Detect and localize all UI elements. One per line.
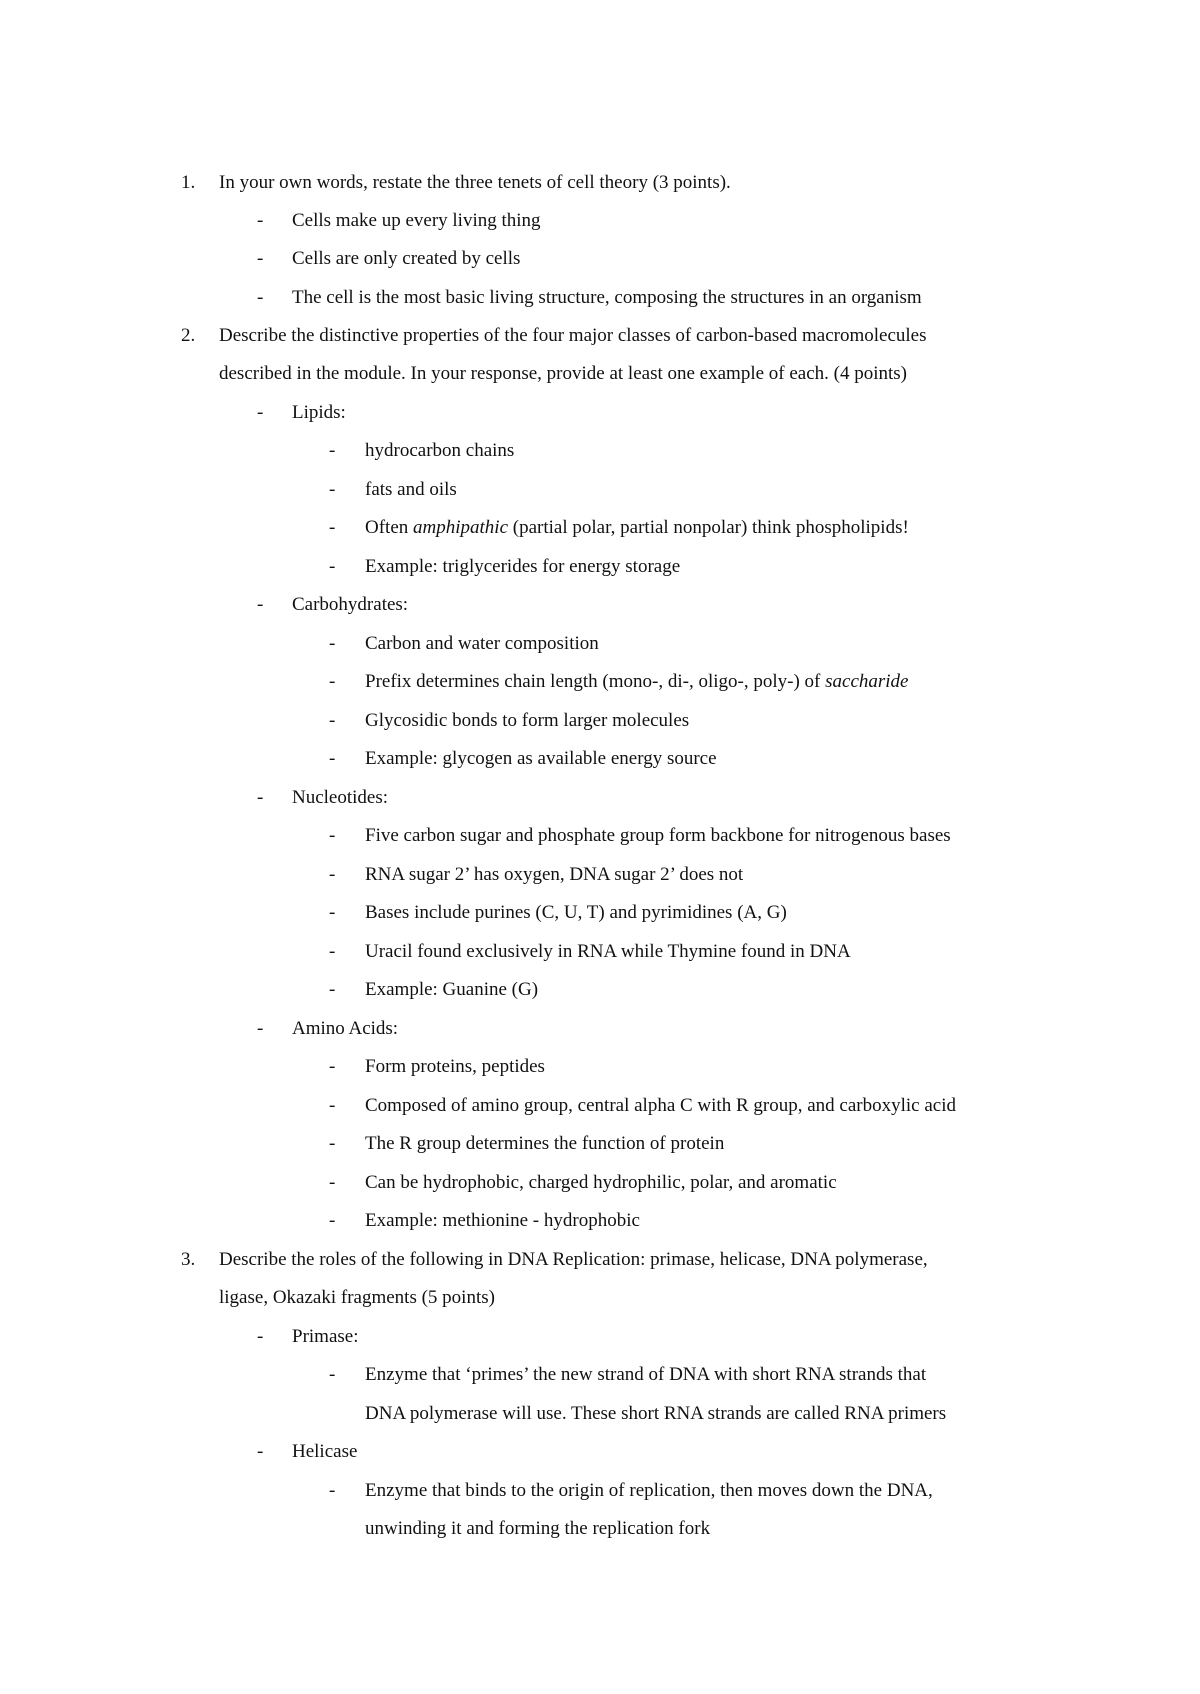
helicase-text-line2: unwinding it and forming the replication fork — [365, 1518, 711, 1539]
bullet-dash: - — [257, 594, 264, 615]
sub-bullet-dash: - — [329, 671, 336, 692]
q1-text: In your own words, restate the three tenets of cell theory (3 points). — [219, 172, 731, 193]
bullet-dash: - — [257, 1018, 264, 1039]
nucleotides-item: Bases include purines (C, U, T) and pyrimidines (A, G) — [365, 902, 787, 923]
sub-bullet-dash: - — [329, 979, 336, 1000]
text-run: Prefix determines chain length (mono-, di-, oligo-, poly-) of — [365, 671, 826, 692]
carbohydrates-item — [365, 670, 909, 694]
amino-acids-item: Form proteins, peptides — [365, 1056, 545, 1077]
sub-bullet-dash: - — [329, 864, 336, 885]
bullet-dash: - — [257, 1326, 264, 1347]
q1-number: 1. — [181, 172, 196, 193]
italic-term: amphipathic — [413, 517, 509, 538]
italic-term: saccharide — [825, 671, 909, 692]
q2-text-line2: described in the module. In your response, provide at least one example of each. (4 points) — [219, 363, 908, 384]
lipids-item: Example: triglycerides for energy storage — [365, 556, 681, 577]
sub-bullet-dash: - — [329, 1133, 336, 1154]
text-run: Often — [365, 517, 414, 538]
q1-item: Cells are only created by cells — [292, 248, 521, 269]
bullet-dash: - — [257, 248, 264, 269]
q2-text-line1: Describe the distinctive properties of the four major classes of carbon-based macromolecules — [219, 325, 927, 346]
amino-acids-item: The R group determines the function of protein — [365, 1133, 725, 1154]
lipids-heading: Lipids: — [292, 402, 346, 423]
sub-bullet-dash: - — [329, 748, 336, 769]
helicase-heading: Helicase — [292, 1441, 358, 1462]
nucleotides-item: Uracil found exclusively in RNA while Thymine found in DNA — [365, 941, 851, 962]
sub-bullet-dash: - — [329, 1210, 336, 1231]
amino-acids-item: Example: methionine - hydrophobic — [365, 1210, 640, 1231]
sub-bullet-dash: - — [329, 902, 336, 923]
sub-bullet-dash: - — [329, 440, 336, 461]
nucleotides-item: RNA sugar 2’ has oxygen, DNA sugar 2’ does not — [365, 864, 744, 885]
amino-acids-item: Composed of amino group, central alpha C with R group, and carboxylic acid — [365, 1095, 956, 1116]
q1-item: The cell is the most basic living structure, composing the structures in an organism — [292, 287, 922, 308]
lipids-item: fats and oils — [365, 479, 457, 500]
bullet-dash: - — [257, 402, 264, 423]
nucleotides-heading: Nucleotides: — [292, 787, 389, 808]
amino-acids-item: Can be hydrophobic, charged hydrophilic, polar, and aromatic — [365, 1172, 837, 1193]
sub-bullet-dash: - — [329, 1172, 336, 1193]
q3-text-line2: ligase, Okazaki fragments (5 points) — [219, 1287, 495, 1308]
sub-bullet-dash: - — [329, 479, 336, 500]
primase-text-line1: Enzyme that ‘primes’ the new strand of DNA with short RNA strands that — [365, 1364, 927, 1385]
sub-bullet-dash: - — [329, 941, 336, 962]
q3-text-line1: Describe the roles of the following in DNA Replication: primase, helicase, DNA polymerase, — [219, 1249, 928, 1270]
bullet-dash: - — [257, 787, 264, 808]
sub-bullet-dash: - — [329, 633, 336, 654]
primase-text-line2: DNA polymerase will use. These short RNA strands are called RNA primers — [365, 1403, 947, 1424]
sub-bullet-dash: - — [329, 1095, 336, 1116]
carbohydrates-item: Example: glycogen as available energy source — [365, 748, 717, 769]
q1-item: Cells make up every living thing — [292, 210, 541, 231]
nucleotides-item: Five carbon sugar and phosphate group form backbone for nitrogenous bases — [365, 825, 951, 846]
text-run: (partial polar, partial nonpolar) think phospholipids! — [508, 517, 909, 538]
amino-acids-heading: Amino Acids: — [292, 1018, 399, 1039]
bullet-dash: - — [257, 210, 264, 231]
sub-bullet-dash: - — [329, 517, 336, 538]
sub-bullet-dash: - — [329, 556, 336, 577]
sub-bullet-dash: - — [329, 1056, 336, 1077]
bullet-dash: - — [257, 287, 264, 308]
carbohydrates-item: Carbon and water composition — [365, 633, 599, 654]
carbohydrates-heading: Carbohydrates: — [292, 594, 409, 615]
q2-number: 2. — [181, 325, 196, 346]
sub-bullet-dash: - — [329, 825, 336, 846]
lipids-item — [365, 516, 909, 540]
q3-number: 3. — [181, 1249, 196, 1270]
sub-bullet-dash: - — [329, 1480, 336, 1501]
sub-bullet-dash: - — [329, 1364, 336, 1385]
sub-bullet-dash: - — [329, 710, 336, 731]
carbohydrates-item: Glycosidic bonds to form larger molecules — [365, 710, 690, 731]
primase-heading: Primase: — [292, 1326, 359, 1347]
lipids-item: hydrocarbon chains — [365, 440, 515, 461]
bullet-dash: - — [257, 1441, 264, 1462]
nucleotides-item: Example: Guanine (G) — [365, 979, 539, 1000]
helicase-text-line1: Enzyme that binds to the origin of replication, then moves down the DNA, — [365, 1480, 933, 1501]
